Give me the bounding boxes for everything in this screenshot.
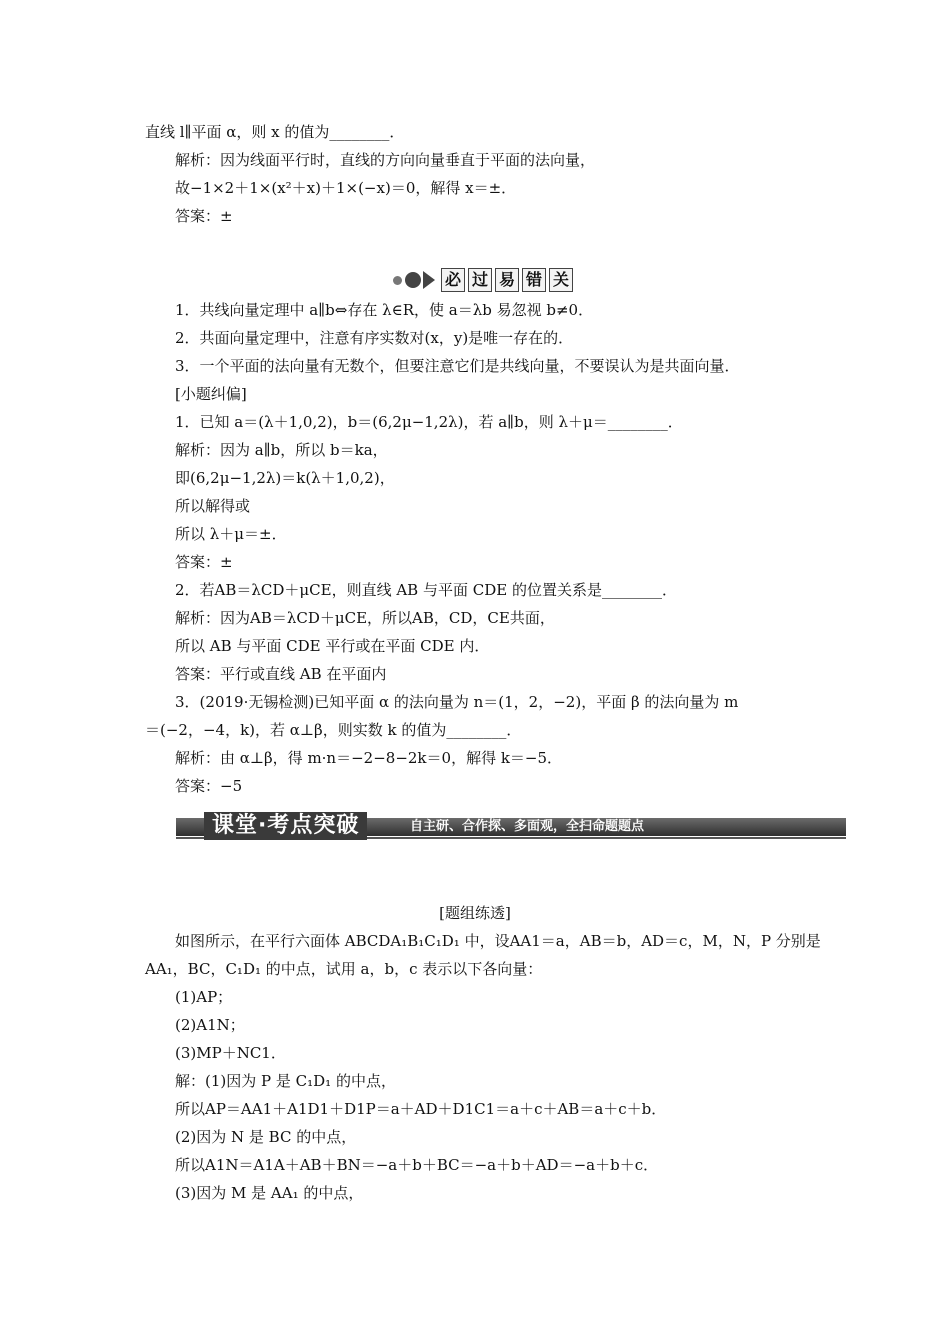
section-banner	[176, 812, 846, 840]
text-line: (2)因为 N 是 BC 的中点，	[175, 1128, 357, 1146]
text-line: 即(6,2μ−1,2λ)＝k(λ＋1,0,2)，	[175, 469, 395, 487]
badge-char: 过	[468, 268, 492, 292]
answer-line: 答案：−5	[175, 777, 243, 795]
dot-icon	[393, 276, 402, 285]
list-item: (1)AP；	[175, 988, 233, 1006]
dot-icon	[405, 272, 421, 288]
list-item: (2)A1N；	[175, 1016, 245, 1034]
text-line: 故−1×2＋1×(x²＋x)＋1×(−x)＝0，解得 x＝±．	[175, 179, 517, 197]
text-line: 解析：因为 a∥b，所以 b＝ka，	[175, 441, 388, 459]
text-line: 1．共线向量定理中 a∥b⇔存在 λ∈R，使 a＝λb 易忽视 b≠0．	[175, 301, 594, 319]
text-line: 所以 AB 与平面 CDE 平行或在平面 CDE 内．	[175, 637, 490, 655]
badge-char: 关	[549, 268, 573, 292]
text-line: 2．共面向量定理中，注意有序实数对(x，y)是唯一存在的．	[175, 329, 574, 347]
text-line: 3．一个平面的法向量有无数个，但要注意它们是共线向量，不要误认为是共面向量．	[175, 357, 740, 375]
banner-title: 课堂·考点突破	[204, 812, 367, 840]
section-badge	[393, 268, 573, 292]
question-line: 1．已知 a＝(λ＋1,0,2)，b＝(6,2μ−1,2λ)，若 a∥b，则 λ＋μ＝________．	[175, 413, 683, 431]
text-line: AA₁，BC，C₁D₁ 的中点，试用 a，b，c 表示以下各向量：	[145, 960, 543, 978]
text-line: 如图所示，在平行六面体 ABCDA₁B₁C₁D₁ 中，设AA1＝a，AB＝b，AD＝c，M，N，P 分别是	[175, 932, 821, 950]
text-line: ＝(−2，−4，k)，若 α⊥β，则实数 k 的值为________．	[145, 721, 522, 739]
text-line: 所以AP＝AA1＋A1D1＋D1P＝a＋AD＋D1C1＝a＋c＋AB＝a＋c＋b．	[175, 1100, 667, 1118]
text-line: 所以解得或	[175, 497, 251, 515]
badge-char: 易	[495, 268, 519, 292]
text-line: 解析：由 α⊥β，得 m·n＝−2−8−2k＝0，解得 k＝−5．	[175, 749, 563, 767]
text-line: 所以 λ＋μ＝±．	[175, 525, 287, 543]
text-line: 所以A1N＝A1A＋AB＋BN＝−a＋b＋BC＝−a＋b＋AD＝−a＋b＋c．	[175, 1156, 659, 1174]
arrow-right-icon	[423, 271, 435, 289]
banner-subtitle: 自主研、合作探、多面观，全扫命题题点	[410, 819, 645, 834]
question-line: 3．(2019·无锡检测)已知平面 α 的法向量为 n＝(1，2，−2)，平面 β 的法向量为 m	[175, 693, 739, 711]
text-line: 解：(1)因为 P 是 C₁D₁ 的中点，	[175, 1072, 396, 1090]
section-heading: [题组练透]	[439, 904, 511, 922]
badge-title	[441, 268, 573, 292]
question-line: 2．若AB＝λCD＋μCE，则直线 AB 与平面 CDE 的位置关系是________．	[175, 581, 677, 599]
badge-char: 错	[522, 268, 546, 292]
answer-line: 答案：±	[175, 207, 233, 225]
answer-line: 答案：±	[175, 553, 233, 571]
list-item: (3)MP＋NC1．	[175, 1044, 286, 1062]
answer-line: 答案：平行或直线 AB 在平面内	[175, 665, 387, 683]
text-line: 解析：因为线面平行时，直线的方向向量垂直于平面的法向量，	[175, 151, 596, 169]
subheading: [小题纠偏]	[175, 385, 247, 403]
badge-char: 必	[441, 268, 465, 292]
text-line: 解析：因为AB＝λCD＋μCE，所以AB，CD，CE共面，	[175, 609, 555, 627]
text-line: (3)因为 M 是 AA₁ 的中点，	[175, 1184, 364, 1202]
text-line: 直线 l∥平面 α，则 x 的值为________．	[145, 123, 405, 141]
